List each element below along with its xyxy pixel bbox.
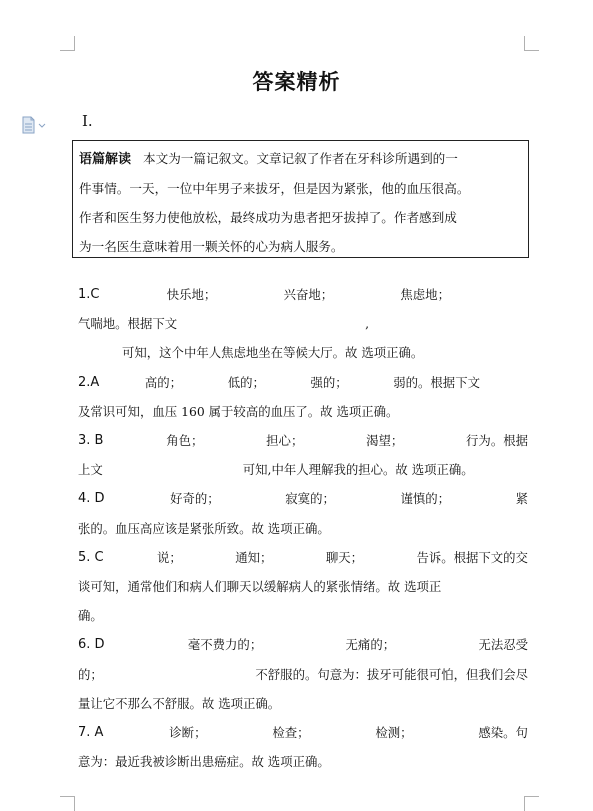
answer-2-line-2 [78,397,528,426]
answer-list [78,280,528,776]
section-number: Ⅰ. [82,112,93,130]
answer-number: 7. A [78,725,104,741]
option-text: 强的； [310,374,348,390]
option-text: 通知； [235,549,273,565]
answer-3-line-2 [78,455,528,484]
option-text: 高的； [144,374,183,390]
explanation-text: 确。 [78,608,103,624]
answer-6-line-1 [78,630,528,659]
answer-number: 2.A [78,374,100,390]
page-title: 答案精析 [252,70,341,94]
summary-tag: 语篇解读 [79,152,132,167]
option-text: 焦虑地； [400,287,450,302]
option-text: 无法忍受 [478,637,528,653]
answer-number: 6. D [78,637,105,653]
option-text: 告诉。根据下文的交 [416,549,528,565]
option-text: 检测； [375,725,413,741]
explanation-text: 意为：最近我被诊断出患癌症。故 选项正确。 [78,754,330,770]
option-text: 毫不费力的； [187,637,263,653]
option-text: 好奇的； [170,491,220,507]
passage-summary-box [72,140,529,258]
document-icon[interactable] [20,116,50,134]
option-text: 快乐地； [166,287,217,302]
answer-7-line-1 [78,718,528,747]
explanation-text: 可知,中年人理解我的担心。故 选项正确。 [242,462,474,478]
explanation-text: , [365,316,370,332]
answer-3-line-1 [78,426,528,455]
summary-line: 件事情。一天，一位中年男子来拔牙，但是因为紧张，他的血压很高。 [79,181,470,196]
explanation-text: 不舒服的。句意为：拔牙可能很可怕，但我们会尽 [255,666,528,682]
answer-number: 5. C [78,549,104,565]
option-text: 无痛的； [345,637,396,653]
option-text: 感染。句 [478,725,528,741]
answer-6-line-3 [78,689,528,718]
answer-5-line-1 [78,543,528,572]
option-text: 角色； [166,433,204,449]
explanation-text: 气喘地。根据下文 [78,316,178,332]
option-text: 谨慎的； [400,491,451,507]
crop-mark-top-right [524,36,539,51]
answer-4-line-2 [78,514,528,543]
answer-6-line-2 [78,660,528,689]
option-text: 说； [157,549,182,565]
answer-1-line-2 [78,309,528,338]
answer-1-line-1 [78,280,528,309]
crop-mark-bottom-right [524,796,539,811]
option-text: 弱的。根据下文 [393,374,480,390]
explanation-text: 张的。血压高应该是紧张所致。故 选项正确。 [78,520,330,536]
option-text: 渴望； [366,433,404,449]
answer-2-line-1 [78,368,528,397]
option-text: 聊天； [325,549,364,565]
answer-number: 3. B [78,433,104,449]
answer-number: 4. D [78,491,105,507]
explanation-text: 及常识可知，血压 160 属于较高的血压了。故 选项正确。 [78,403,399,419]
explanation-text: 上文 [78,462,103,478]
explanation-text: 的； [78,666,103,682]
answer-7-line-2 [78,747,528,776]
explanation-text: 可知，这个中年人焦虑地坐在等候大厅。故 选项正确。 [122,345,424,361]
explanation-text: 谈可知，通常他们和病人们聊天以缓解病人的紧张情绪。故 选项正 [78,579,442,595]
option-text: 紧 [515,491,528,507]
crop-mark-bottom-left [60,796,75,811]
summary-line: 作者和医生努力使他放松，最终成功为患者把牙拔掉了。作者感到成 [79,210,457,225]
crop-mark-top-left [60,36,75,51]
explanation-text: 量让它不那么不舒服。故 选项正确。 [78,695,281,711]
answer-number: 1.C [78,287,100,302]
answer-1-line-3 [78,338,528,367]
summary-line: 为一名医生意味着用一颗关怀的心为病人服务。 [79,239,344,254]
summary-line: 本文为一篇记叙文。文章记叙了作者在牙科诊所遇到的一 [143,151,458,166]
option-text: 寂寞的； [285,491,335,507]
option-text: 低的； [227,374,265,390]
option-text: 诊断； [169,725,207,741]
answer-4-line-1 [78,484,528,513]
option-text: 检查； [272,725,310,741]
answer-5-line-2 [78,572,528,601]
answer-5-line-3 [78,601,528,630]
option-text: 担心； [266,433,304,449]
option-text: 兴奋地； [283,287,334,302]
option-text: 行为。根据 [466,433,528,449]
